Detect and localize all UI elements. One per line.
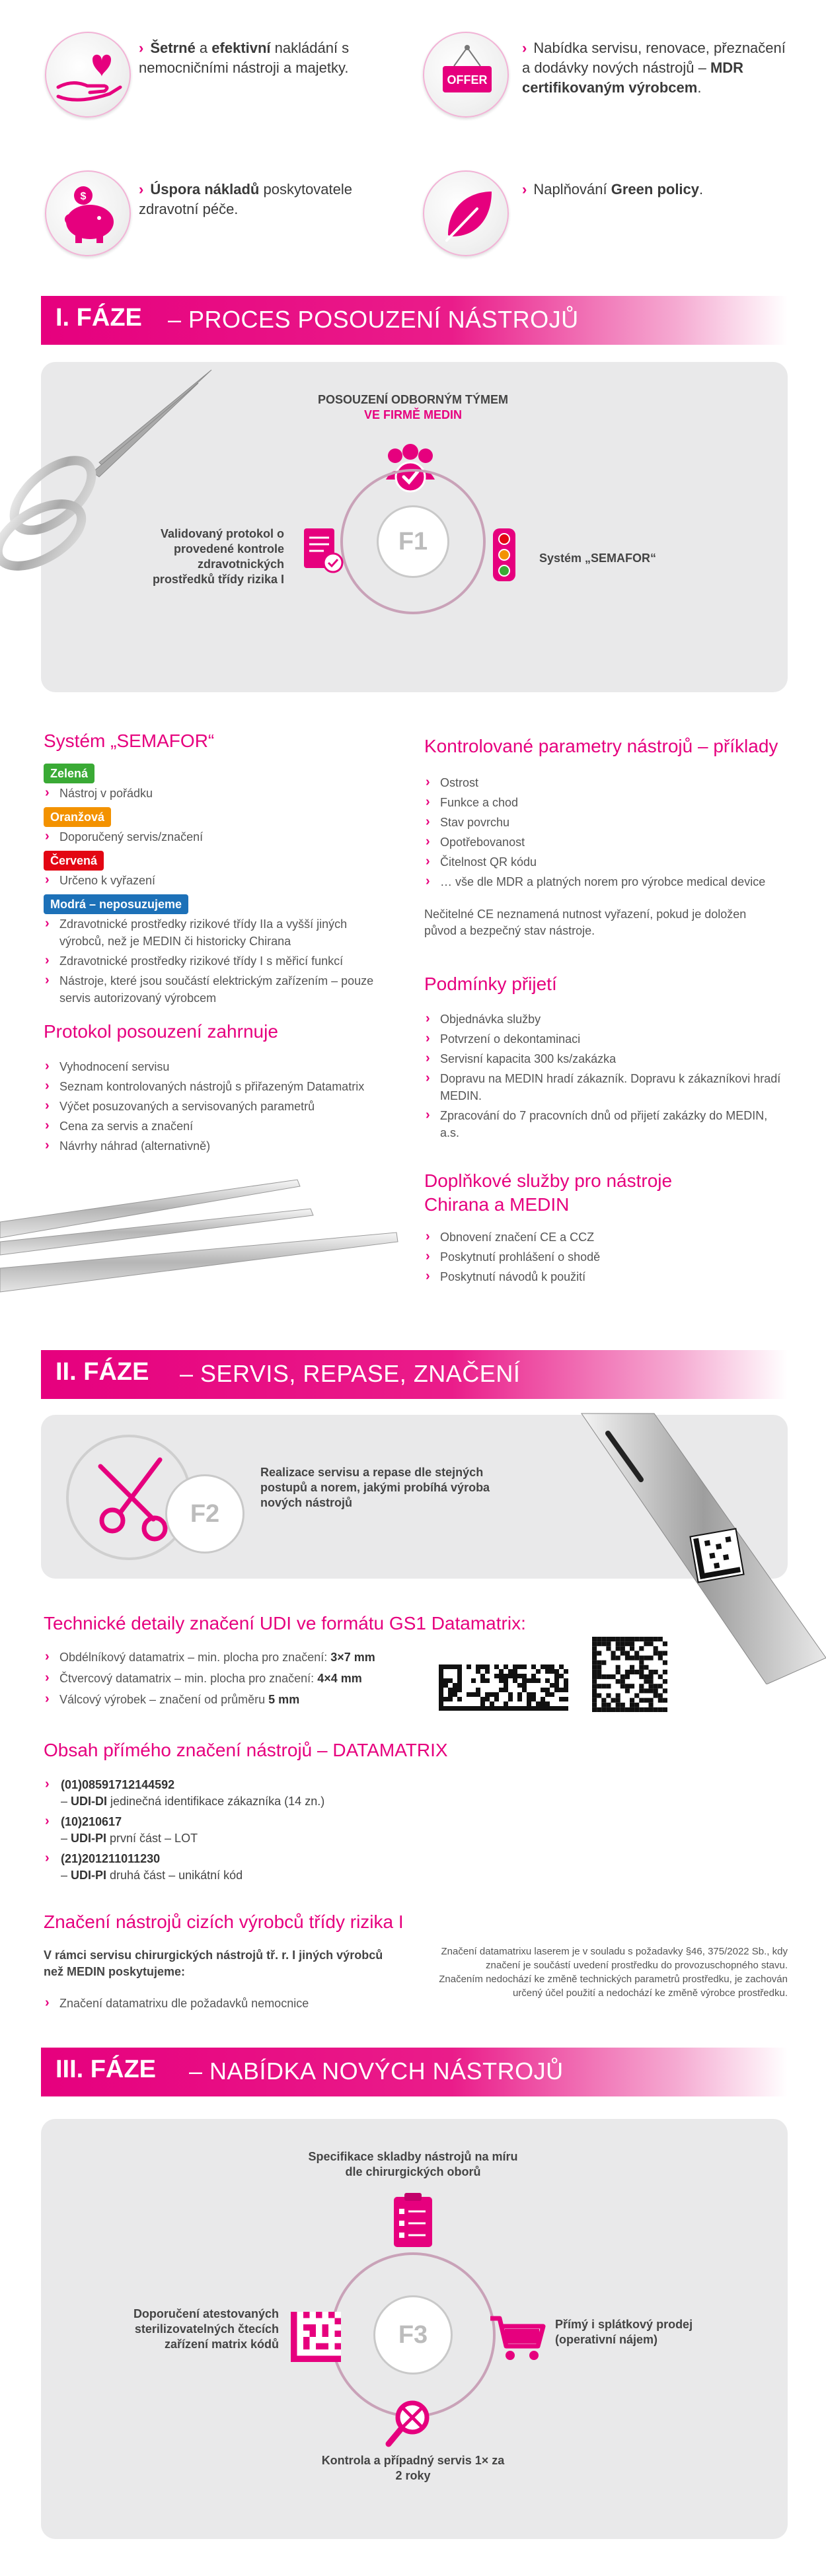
semafor-item: › Doporučený servis/značení <box>44 828 387 845</box>
rectangular-datamatrix-icon <box>439 1664 568 1711</box>
svg-text:$: $ <box>80 191 87 202</box>
phase-2-title: – SERVIS, REPASE, ZNAČENÍ <box>180 1360 521 1387</box>
phase-3-left-label: Doporučení atestovaných sterilizovatelných čtecích zařízení matrix kódů <box>133 2307 279 2351</box>
direct-item: › (10)210617 – UDI-PI první část – LOT <box>44 1814 440 1847</box>
controlled-item: › … vše dle MDR a platných norem pro výrobce medical device <box>424 873 781 890</box>
conditions-item: › Servisní kapacita 300 ks/zakázka <box>424 1050 781 1067</box>
semafor-item: › Zdravotnické prostředky rizikové třídy I s měřicí funkcí <box>44 952 387 970</box>
phase-3-header <box>41 2048 788 2096</box>
phase-2-roman: II. FÁZE <box>56 1358 149 1386</box>
conditions-heading: Podmínky přijetí <box>424 974 557 994</box>
phase-2-header <box>41 1350 788 1399</box>
udi-list <box>44 1649 453 1712</box>
protocol-item: › Vyhodnocení servisu <box>44 1058 414 1075</box>
phase-1-right-label: Systém „SEMAFOR“ <box>539 552 657 565</box>
controlled-item: › Čitelnost QR kódu <box>424 853 781 871</box>
semafor-tag: Zelená <box>44 764 94 783</box>
controlled-list <box>424 774 781 893</box>
piggy-bank-icon <box>45 170 131 256</box>
controlled-item: › Ostrost <box>424 774 781 791</box>
extras-heading: Doplňkové služby pro nástroje Chirana a MEDIN <box>424 1170 673 1215</box>
conditions-item: › Zpracování do 7 pracovních dnů od přijetí zakázky do MEDIN, a.s. <box>424 1107 781 1141</box>
offer-label: OFFER <box>447 73 488 87</box>
phase-3-roman: III. FÁZE <box>56 2056 156 2083</box>
semafor-list <box>44 761 387 1009</box>
foreign-list <box>44 1995 387 2015</box>
square-datamatrix-icon <box>592 1637 667 1712</box>
tweezers-illustration <box>0 1169 403 1301</box>
extras-item: › Poskytnutí návodů k použití <box>424 1268 781 1285</box>
phase-3-top-label: Specifikace skladby nástrojů na míru dle chirurgických oborů <box>308 2150 518 2178</box>
udi-item: › Obdélníkový datamatrix – min. plocha pro značení: 3×7 mm <box>45 1649 375 1664</box>
phase-3-bottom-label: Kontrola a případný servis 1× za 2 roky <box>321 2454 505 2482</box>
intro-text-4: › Naplňování Green policy. <box>522 181 704 197</box>
semafor-item: › Určeno k vyřazení <box>44 872 387 889</box>
phase-2-circle: F2 <box>165 1474 244 1554</box>
phase-2-text: Realizace servisu a repase dle stejných postupů a norem, jakými probíhá výroba nových nástrojů <box>260 1466 490 1509</box>
direct-item: › (21)201211011230 – UDI-PI druhá část – unikátní kód <box>44 1851 440 1884</box>
semafor-tag: Oranžová <box>44 807 111 827</box>
conditions-item: › Potvrzení o dekontaminaci <box>424 1030 781 1048</box>
phase-3-circle: F3 <box>373 2295 453 2375</box>
leaf-icon <box>423 170 509 256</box>
udi-item: › Válcový výrobek – značení od průměru 5 mm <box>45 1692 300 1706</box>
intro-text-1: › Šetrné a efektivní nakládání s nemocničními nástroji a majetky. <box>139 40 350 76</box>
shopping-cart-icon <box>488 2312 547 2365</box>
controlled-heading: Kontrolované parametry nástrojů – příklady <box>424 736 778 756</box>
semafor-tag: Červená <box>44 851 104 871</box>
phase-1-circle: F1 <box>377 505 449 578</box>
conditions-list <box>424 1011 781 1144</box>
udi-heading: Technické detaily značení UDI ve formátu GS1 Datamatrix: <box>44 1613 526 1633</box>
controlled-item: › Funkce a chod <box>424 794 781 811</box>
conditions-item: › Dopravu na MEDIN hradí zákazník. Dopravu k zákazníkovi hradí MEDIN. <box>424 1070 781 1104</box>
semafor-item: › Nástroje, které jsou součástí elektrickým zařízením – pouze servis autorizovaný výrobcem <box>44 972 387 1007</box>
direct-list <box>44 1777 440 1888</box>
conditions-item: › Objednávka služby <box>424 1011 781 1028</box>
phase-3-title: – NABÍDKA NOVÝCH NÁSTROJŮ <box>189 2057 564 2085</box>
foreign-item: › Značení datamatrixu dle požadavků nemocnice <box>44 1995 387 2012</box>
scissors-icon <box>81 1447 180 1546</box>
intro-text-3: › Úspora nákladů poskytovatele zdravotní péče. <box>139 181 353 217</box>
direct-item: › (01)08591712144592 – UDI-DI jedinečná identifikace zákazníka (14 zn.) <box>44 1777 440 1810</box>
phase-1-header <box>41 296 788 345</box>
document-check-icon <box>295 524 348 577</box>
intro-text-2: › Nabídka servisu, renovace, přeznačení a dodávky nových nástrojů – MDR certifikovaným výrobcem. <box>522 40 786 96</box>
service-check-icon <box>383 2391 443 2451</box>
hand-heart-icon <box>45 32 131 118</box>
protocol-item: › Výčet posuzovaných a servisovaných parametrů <box>44 1098 414 1115</box>
semafor-item: › Zdravotnické prostředky rizikové třídy IIa a vyšší jiných výrobců, než je MEDIN či historicky Chirana <box>44 915 387 950</box>
extras-item: › Poskytnutí prohlášení o shodě <box>424 1248 781 1266</box>
foreign-bold: V rámci servisu chirurgických nástrojů tř. r. I jiných výrobců než MEDIN poskytujeme: <box>44 1949 383 1978</box>
phase-1-roman: I. FÁZE <box>56 304 142 332</box>
direct-heading: Obsah přímého značení nástrojů – DATAMATRIX <box>44 1740 448 1760</box>
extras-item: › Obnovení značení CE a CCZ <box>424 1229 781 1246</box>
protocol-item: › Cena za servis a značení <box>44 1118 414 1135</box>
offer-sign-icon <box>423 32 509 118</box>
protocol-heading: Protokol posouzení zahrnuje <box>44 1021 278 1042</box>
phase-1-left-label: Validovaný protokol o provedené kontrole zdravotnických prostředků třídy rizika I <box>152 527 284 586</box>
controlled-item: › Opotřebovanost <box>424 834 781 851</box>
controlled-note: Nečitelné CE neznamená nutnost vyřazení, pokud je doložen původ a bezpečný stav nástroje. <box>424 908 747 937</box>
phase-1-top-label: POSOUZENÍ ODBORNÝM TÝMEM VE FIRMĚ MEDIN <box>317 393 508 421</box>
checklist-icon <box>385 2192 441 2252</box>
foreign-heading: Značení nástrojů cizích výrobců třídy rizika I <box>44 1912 404 1932</box>
protocol-item: › Návrhy náhrad (alternativně) <box>44 1137 414 1155</box>
traffic-light-icon <box>488 526 521 585</box>
semafor-heading: Systém „SEMAFOR“ <box>44 731 215 751</box>
matrix-code-icon <box>291 2312 341 2362</box>
phase-1-title: – PROCES POSOUZENÍ NÁSTROJŮ <box>168 306 579 333</box>
protocol-item: › Seznam kontrolovaných nástrojů s přiřazeným Datamatrix <box>44 1078 414 1095</box>
controlled-item: › Stav povrchu <box>424 814 781 831</box>
foreign-note: Značení datamatrixu laserem je v souladu s požadavky §46, 375/2022 Sb., kdy značení je součástí uvedení prostředku do provozuschopného stavu. Značením nedochází ke změně technických parametrů prostředku, je zachován určený účel použití a nedochází ke změně výrobce prostředku. <box>439 1946 788 1999</box>
semafor-item: › Nástroj v pořádku <box>44 785 387 802</box>
phase-3-right-label: Přímý i splátkový prodej (operativní nájem) <box>555 2318 693 2346</box>
extras-list <box>424 1229 781 1288</box>
protocol-list <box>44 1058 414 1157</box>
semafor-tag: Modrá – neposuzujeme <box>44 894 188 914</box>
udi-item: › Čtvercový datamatrix – min. plocha pro značení: 4×4 mm <box>45 1670 362 1685</box>
